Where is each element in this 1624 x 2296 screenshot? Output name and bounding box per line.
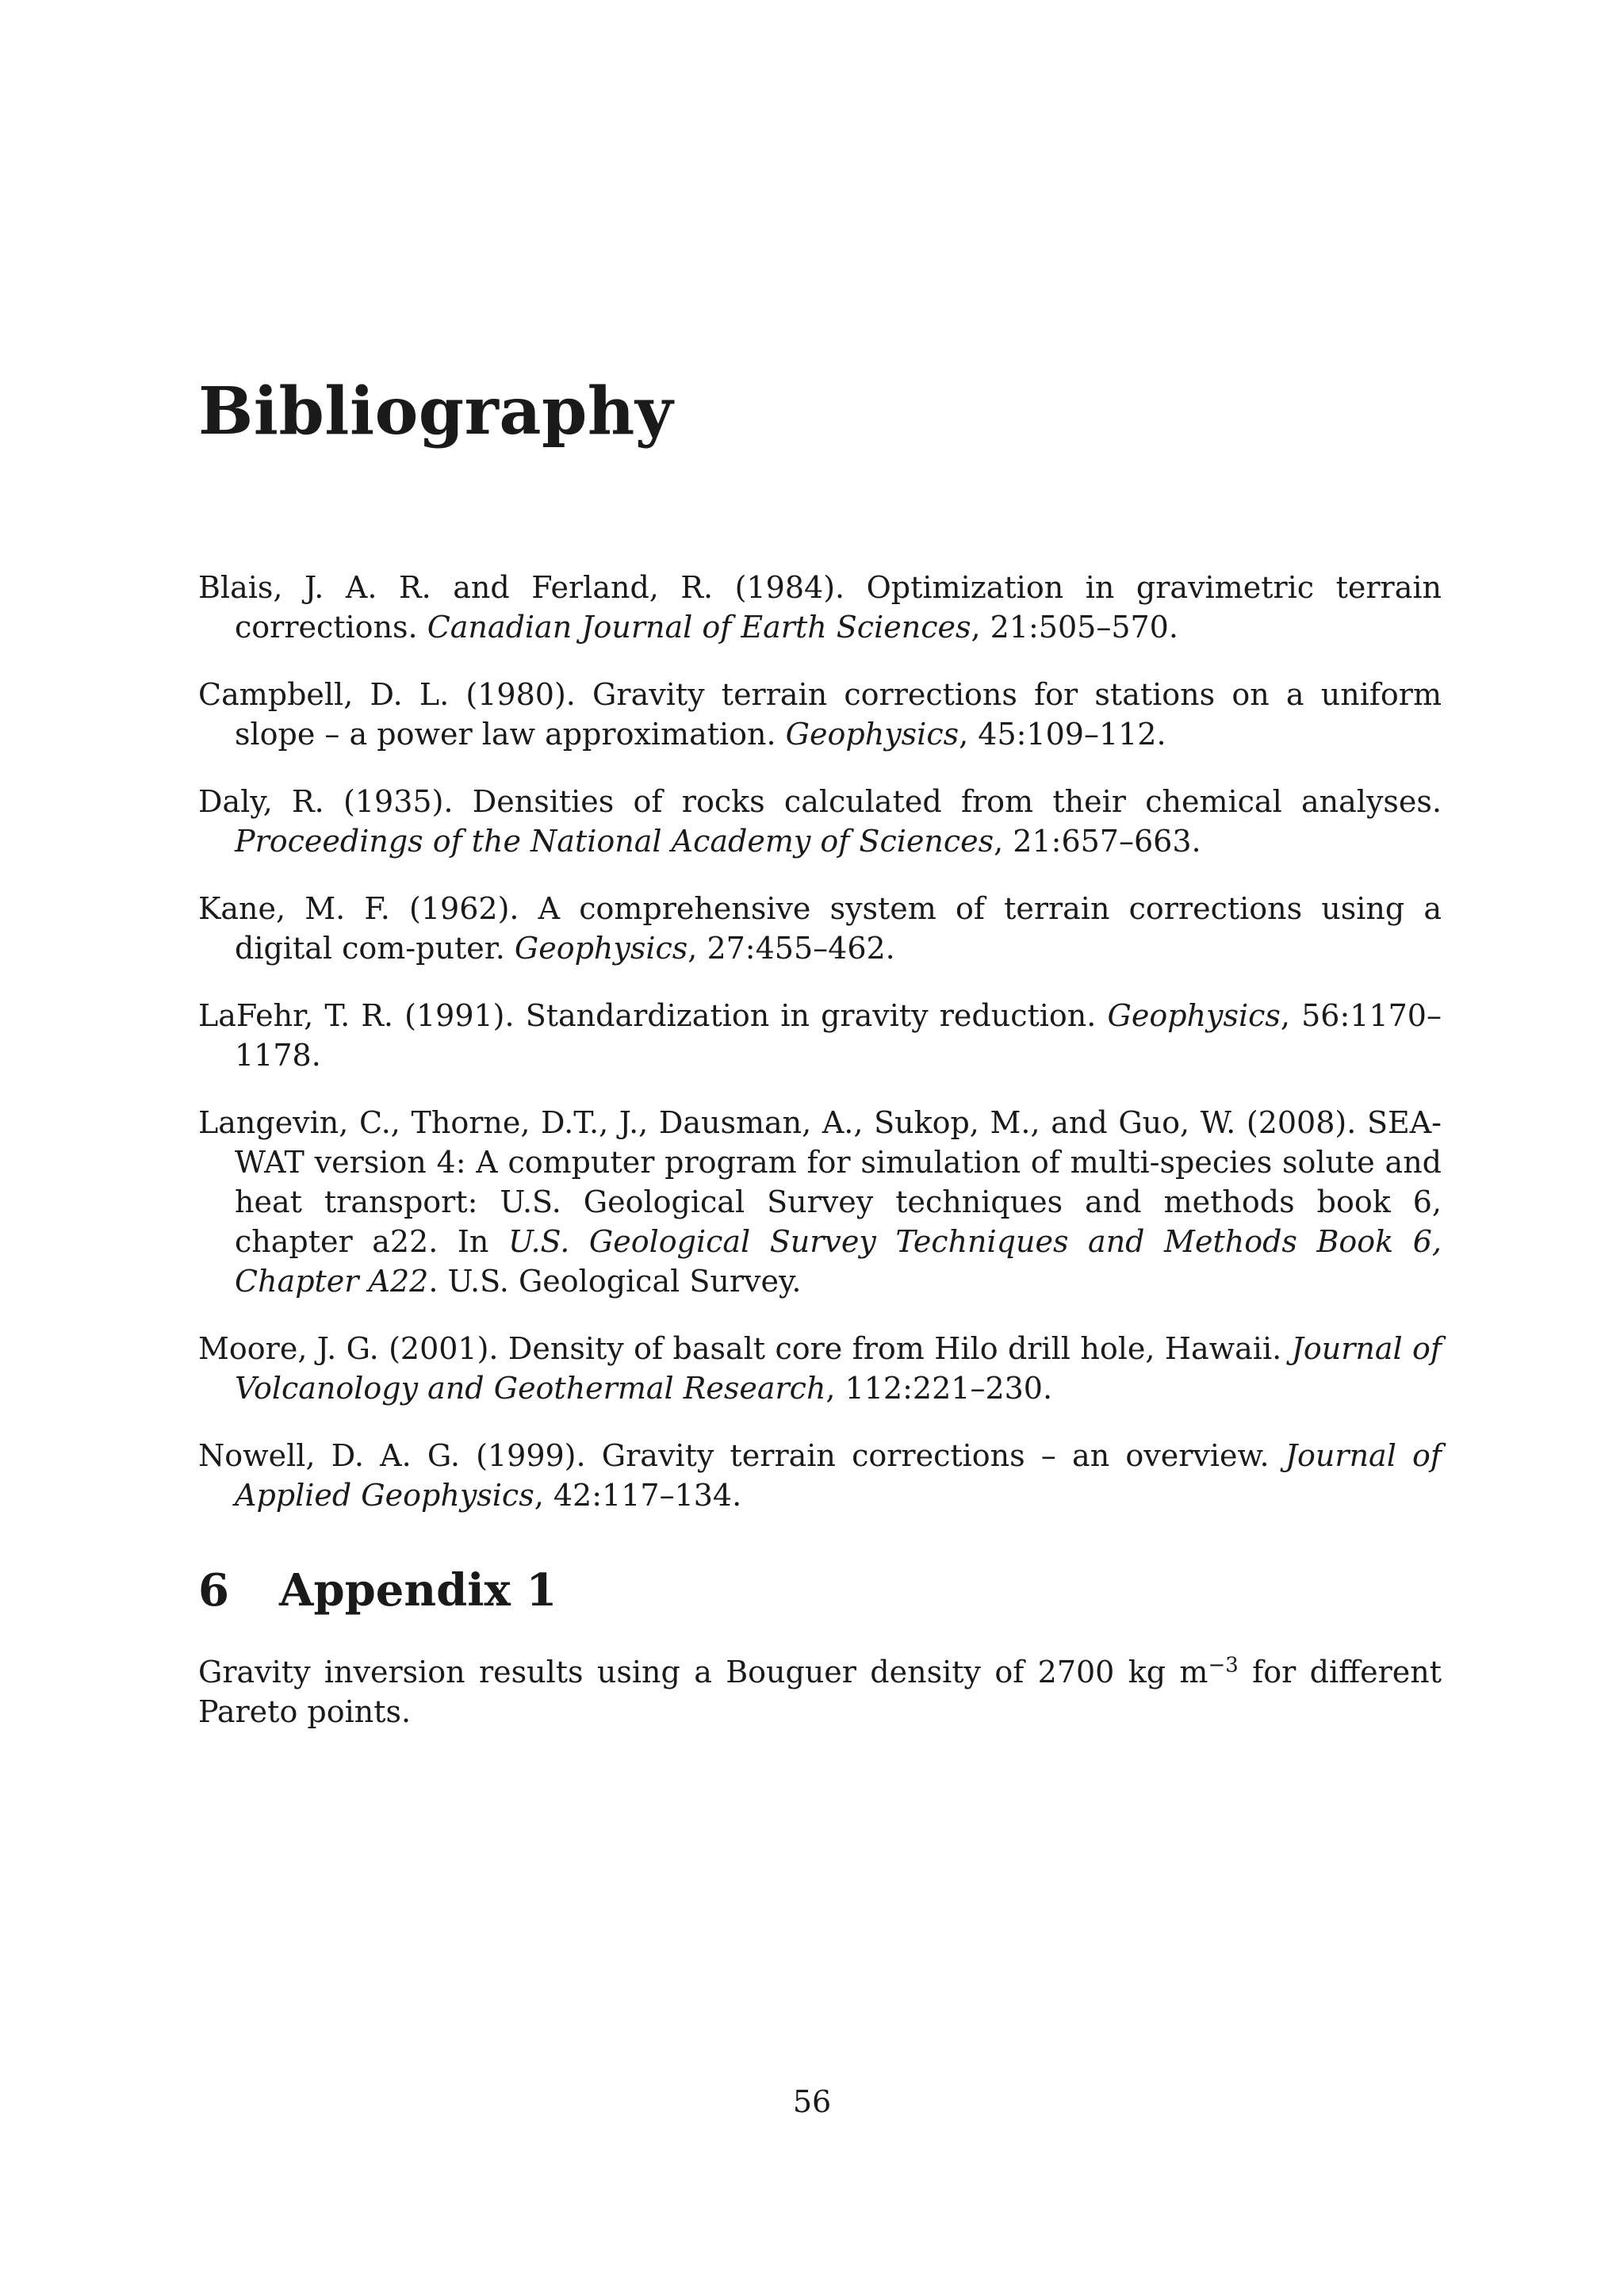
bib-entry-venue: Geophysics [514,931,688,966]
bib-entry-text: Daly, R. (1935). Densities of rocks calculated from their chemical analyses. [198,784,1442,819]
bib-entry-details: , 112:221–230. [825,1371,1053,1406]
bib-entry-venue: Journal of Applied Geophysics [235,1438,1442,1513]
bib-entry-details: . U.S. Geological Survey. [428,1264,802,1299]
bib-entry-nowell-1999 [198,1436,1442,1515]
bib-entry-text: Moore, J. G. (2001). Density of basalt core from Hilo drill hole, Hawaii. [198,1331,1292,1366]
bib-entry-daly-1935 [198,782,1442,861]
bib-entry-text: Campbell, D. L. (1980). Gravity terrain corrections for stations on a uniform slope – a power law approximation. [198,677,1442,752]
bib-entry-venue: Geophysics [1107,998,1281,1033]
bib-entry-venue: Geophysics [785,717,959,752]
bib-entry-details: , 27:455–462. [688,931,895,966]
chapter-title: Bibliography [198,373,674,450]
bib-entry-details: , 42:117–134. [534,1478,742,1513]
bib-entry-venue: U.S. Geological Survey Techniques and Methods Book 6, Chapter A22 [235,1224,1442,1299]
bib-entry-details: , 21:657–663. [994,824,1201,859]
section-body-text-end: for different Pareto points. [198,1655,1442,1729]
bib-entry-text: LaFehr, T. R. (1991). Standardization in gravity reduction. [198,998,1108,1033]
page-number: 56 [792,2084,832,2119]
bib-entry-venue: Canadian Journal of Earth Sciences [427,610,971,645]
section-number: 6 [198,1564,229,1617]
bib-entry-text: Langevin, C., Thorne, D.T., J., Dausman, A., Sukop, M., and Guo, W. (2008). SEA-WAT version 4: A computer program for simulation of multi-species solute and heat transport: U.S. Geological Survey techniques and methods book 6, chapter a22. In [198,1105,1442,1259]
section-body [198,1652,1442,1732]
bib-entry-kane-1962 [198,889,1442,968]
bib-entry-langevin-2008 [198,1103,1442,1301]
bib-entry-lafehr-1991 [198,996,1442,1075]
bib-entry-details: , 21:505–570. [971,610,1178,645]
bib-entry-details: , 56:1170–1178. [235,998,1442,1073]
bib-entry-campbell-1980 [198,675,1442,754]
bibliography-list [198,568,1442,1543]
bib-entry-text: Kane, M. F. (1962). A comprehensive system of terrain corrections using a digital com-puter. [198,891,1442,966]
bib-entry-venue: Proceedings of the National Academy of Sciences [235,824,994,859]
section-body-text: Gravity inversion results using a Bouguer density of 2700 kg m [198,1655,1208,1689]
bib-entry-moore-2001 [198,1329,1442,1408]
bib-entry-text: Blais, J. A. R. and Ferland, R. (1984). Optimization in gravimetric terrain corrections. [198,570,1442,645]
bib-entry-venue: Journal of Volcanology and Geothermal Research [235,1331,1442,1406]
bib-entry-details: , 45:109–112. [959,717,1166,752]
unit-exponent: −3 [1208,1653,1239,1678]
bib-entry-blais-1984 [198,568,1442,647]
section-heading [198,1564,557,1617]
section-title: Appendix 1 [279,1564,557,1617]
bib-entry-text: Nowell, D. A. G. (1999). Gravity terrain corrections – an overview. [198,1438,1285,1473]
